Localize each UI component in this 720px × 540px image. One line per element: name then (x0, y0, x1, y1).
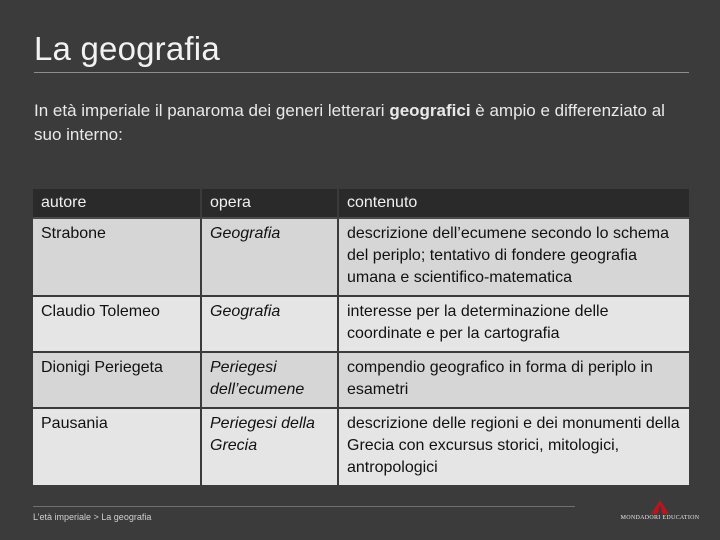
cell-contenuto: compendio geografico in forma di periplo in esametri (337, 353, 689, 409)
cell-autore: Dionigi Periegeta (33, 353, 200, 409)
cell-contenuto: descrizione delle regioni e dei monumenti della Grecia con excursus storici, mitologici, antropologici (337, 409, 689, 487)
logo-text: MONDADORI EDUCATION (620, 515, 700, 521)
intro-bold-text: geografici (389, 101, 471, 120)
intro-paragraph (34, 99, 684, 147)
cell-contenuto: descrizione dell’ecumene secondo lo schema del periplo; tentativo di fondere geografia umana e scientifico-matematica (337, 219, 689, 297)
footer-divider (33, 506, 575, 507)
geography-table (33, 189, 689, 476)
cell-contenuto: interesse per la determinazione delle coordinate e per la cartografia (337, 297, 689, 353)
table-row (33, 409, 689, 487)
publisher-logo (620, 500, 700, 526)
cell-opera: Periegesi della Grecia (200, 409, 337, 487)
footer-breadcrumb: L’età imperiale > La geografia (33, 512, 152, 522)
cell-autore: Strabone (33, 219, 200, 297)
header-autore: autore (33, 189, 200, 219)
header-contenuto: contenuto (337, 189, 689, 219)
title-divider (34, 72, 689, 73)
page-title: La geografia (34, 30, 220, 67)
table-row (33, 353, 689, 409)
table-row (33, 219, 689, 297)
cell-autore: Claudio Tolemeo (33, 297, 200, 353)
intro-text-1: In età imperiale il panaroma dei generi letterari (34, 101, 390, 120)
cell-autore: Pausania (33, 409, 200, 487)
table-header-row (33, 189, 689, 219)
cell-opera: Geografia (200, 297, 337, 353)
intro-text-2: è ampio e differenziato al suo interno: (34, 101, 665, 144)
mondadori-logo-icon (650, 500, 670, 514)
cell-opera: Periegesi dell’ecumene (200, 353, 337, 409)
table-row (33, 297, 689, 353)
cell-opera: Geografia (200, 219, 337, 297)
header-opera: opera (200, 189, 337, 219)
